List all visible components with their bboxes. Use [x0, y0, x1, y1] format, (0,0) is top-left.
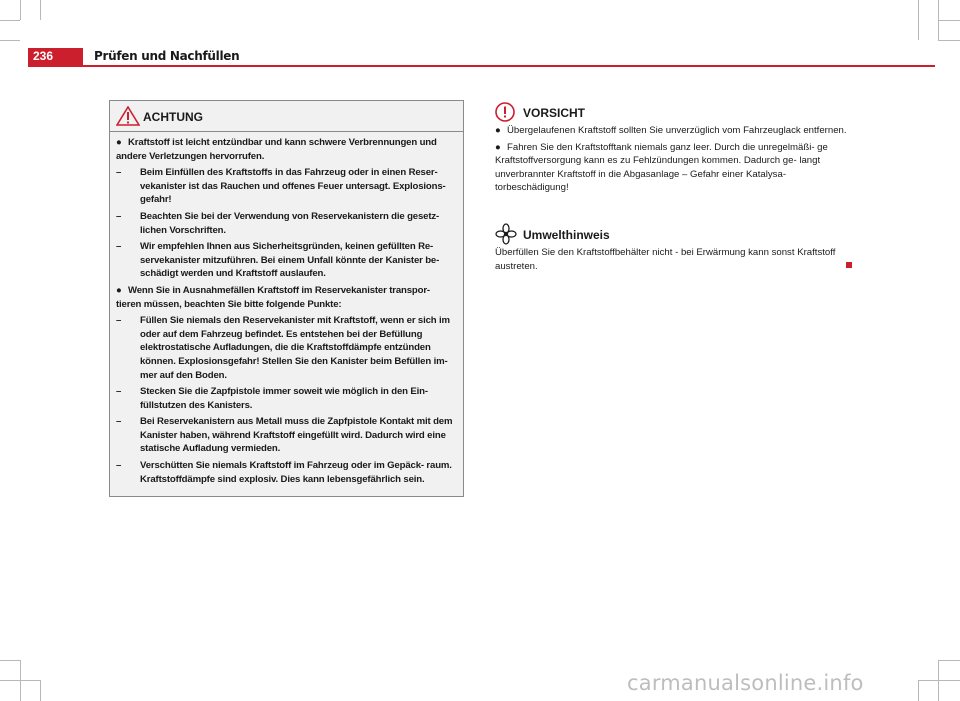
- watermark: carmanualsonline.info: [627, 671, 864, 695]
- crop-mark: [938, 660, 939, 701]
- crop-mark: [0, 20, 20, 21]
- bullet-mark: ●: [116, 137, 122, 148]
- warning-subitem: [116, 385, 457, 412]
- warning-bullet-text: Kraftstoff ist leicht entzündbar und kann schwere Verbrennungen und andere Verletzungen hervorrufen.: [116, 137, 437, 162]
- crop-mark: [40, 680, 41, 701]
- environment-title: Umwelthinweis: [523, 228, 610, 242]
- caution-section: [495, 100, 850, 198]
- crop-mark: [918, 0, 919, 40]
- warning-subitem: [116, 210, 457, 237]
- page-number: 236: [28, 48, 83, 65]
- bullet-mark: ●: [116, 284, 122, 296]
- environment-section: [495, 222, 850, 276]
- warning-bullet-text: Wenn Sie in Ausnahmefällen Kraftstoff im Reservekanister transpor- tieren müssen, beachten Sie bitte folgende Punkte:: [116, 284, 430, 310]
- crop-mark: [20, 0, 21, 20]
- dash-mark: –: [116, 210, 122, 222]
- dash-mark: –: [116, 167, 122, 179]
- warning-subitem-text: Stecken Sie die Zapfpistole immer soweit wie möglich in den Ein- füllstutzen des Kanisters.: [140, 386, 428, 411]
- warning-subitem-text: Beachten Sie bei der Verwendung von Reservekanistern die gesetz- lichen Vorschriften.: [140, 210, 440, 236]
- crop-mark: [938, 20, 960, 21]
- warning-subitem: [116, 459, 457, 486]
- warning-subitem: [116, 314, 457, 382]
- dash-mark: –: [116, 315, 122, 327]
- crop-mark: [0, 660, 20, 661]
- flower-icon: [495, 223, 517, 245]
- header-rule: [28, 65, 935, 67]
- warning-subitem: [116, 240, 457, 281]
- environment-text: Überfüllen Sie den Kraftstoffbehälter nicht - bei Erwärmung kann sonst Kraftstoff austreten.: [495, 247, 836, 272]
- warning-subitem: [116, 415, 457, 456]
- warning-bullet: [116, 136, 457, 163]
- dash-mark: –: [116, 386, 122, 398]
- crop-mark: [938, 40, 960, 41]
- warning-subitem-text: Füllen Sie niemals den Reservekanister mit Kraftstoff, wenn er sich im oder auf dem Fahrzeug befindet. Es entstehen bei der Befüllung elektrostatische Aufladungen, die die Kraftstoffdämpfe entzünden können. Explosionsgefahr! Stellen Sie den Kanister beim Befüllen im- mer auf den Boden.: [140, 315, 450, 381]
- caution-bullet-text: Fahren Sie den Kraftstofftank niemals ganz leer. Durch die unregelmäßi- ge Kraftstoffversorgung kann es zu Fehlzündungen kommen. Dadurch ge- langt unverbrannter Kraftstoff in die Abgasanlage – Gefahr einer Katalysa- torbeschädigung!: [495, 141, 828, 194]
- warning-subitem-text: Bei Reservekanistern aus Metall muss die Zapfpistole Kontakt mit dem Kanister haben, während Kraftstoff eingefüllt wird. Dadurch wird eine statische Aufladung vermieden.: [140, 416, 453, 455]
- warning-triangle-icon: [116, 106, 140, 126]
- crop-mark: [918, 680, 960, 681]
- warning-body: [110, 132, 463, 486]
- warning-subitem-text: Wir empfehlen Ihnen aus Sicherheitsgründen, keinen gefüllten Re- servekanister mitzuführen. Bei einem Unfall könnte der Kanister be- schädigt werden und Kraftstoff auslaufen.: [140, 241, 440, 280]
- environment-header: [495, 222, 850, 246]
- caution-bullet-text: Übergelaufenen Kraftstoff sollten Sie unverzüglich vom Fahrzeuglack entfernen.: [507, 125, 847, 136]
- section-end-marker: [846, 262, 852, 268]
- crop-mark: [20, 660, 21, 701]
- caution-bullet: [495, 141, 850, 195]
- dash-mark: –: [116, 416, 122, 428]
- caution-header: [495, 100, 850, 124]
- exclamation-circle-icon: [495, 102, 515, 122]
- warning-subitem-text: Verschütten Sie niemals Kraftstoff im Fahrzeug oder im Gepäck- raum. Kraftstoffdämpfe sind explosiv. Dies kann lebensgefährlich sein.: [140, 460, 452, 485]
- crop-mark: [918, 680, 919, 701]
- warning-subitem-text: Beim Einfüllen des Kraftstoffs in das Fahrzeug oder in einen Reser- vekanister ist das Rauchen und offenes Feuer untersagt. Explosions- gefahr!: [140, 167, 446, 206]
- dash-mark: –: [116, 241, 122, 253]
- dash-mark: –: [116, 460, 122, 472]
- warning-box: [109, 100, 464, 497]
- warning-subitem: [116, 166, 457, 207]
- warning-header: [110, 101, 463, 132]
- crop-mark: [40, 0, 41, 20]
- crop-mark: [938, 660, 960, 661]
- caution-title: VORSICHT: [523, 106, 586, 120]
- warning-bullet: [116, 284, 457, 311]
- bullet-mark: ●: [495, 141, 501, 153]
- crop-mark: [0, 40, 20, 41]
- caution-bullet: [495, 124, 850, 138]
- warning-title: ACHTUNG: [143, 110, 203, 124]
- bullet-mark: ●: [495, 125, 501, 136]
- page-title: Prüfen und Nachfüllen: [94, 49, 240, 63]
